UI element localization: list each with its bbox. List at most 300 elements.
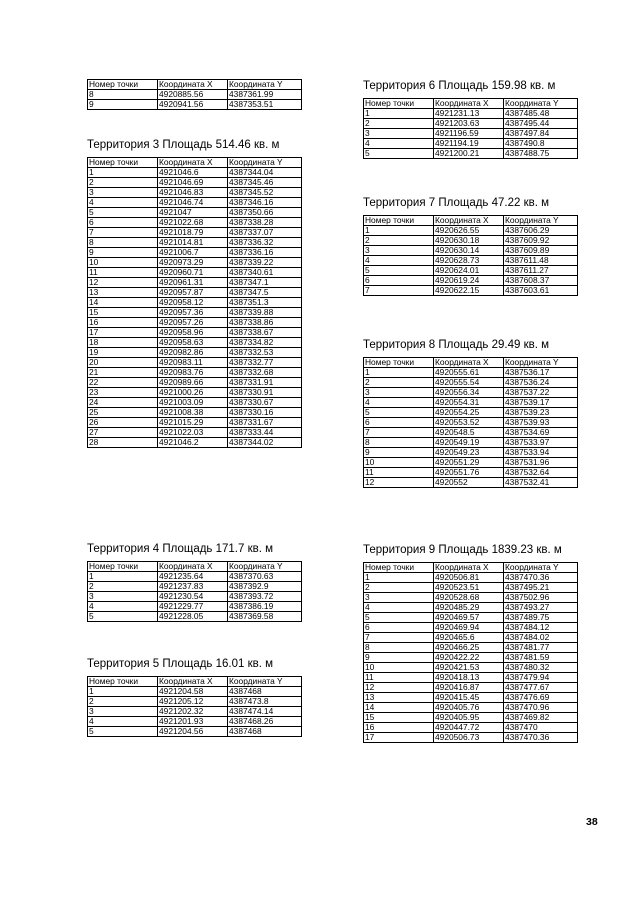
cell-point-number: 21 <box>88 368 158 378</box>
table-row <box>88 228 302 238</box>
cell-coordinate-y: 4387533.94 <box>504 448 578 458</box>
cell-point-number: 6 <box>88 218 158 228</box>
table-row <box>364 438 578 448</box>
cell-point-number: 17 <box>364 733 434 743</box>
cell-point-number: 11 <box>364 673 434 683</box>
cell-point-number: 2 <box>88 582 158 592</box>
cell-point-number: 25 <box>88 408 158 418</box>
cell-coordinate-x: 4921015.29 <box>158 418 228 428</box>
cell-coordinate-x: 4921200.21 <box>434 149 504 159</box>
cell-coordinate-y: 4387470.36 <box>504 573 578 583</box>
table-header-row <box>364 563 578 573</box>
cell-coordinate-y: 4387532.64 <box>504 468 578 478</box>
cell-coordinate-x: 4920983.76 <box>158 368 228 378</box>
cell-coordinate-y: 4387485.48 <box>504 109 578 119</box>
cell-coordinate-y: 4387539.17 <box>504 398 578 408</box>
table-row <box>88 318 302 328</box>
table-row <box>364 713 578 723</box>
cell-coordinate-y: 4387347.1 <box>228 278 302 288</box>
cell-coordinate-x: 4921229.77 <box>158 602 228 612</box>
cell-point-number: 2 <box>364 119 434 129</box>
cell-coordinate-y: 4387477.67 <box>504 683 578 693</box>
header-point-number: Номер точки <box>364 99 434 109</box>
cell-coordinate-x: 4920626.55 <box>434 226 504 236</box>
table-row <box>88 717 302 727</box>
table-row <box>88 248 302 258</box>
table-row <box>364 683 578 693</box>
table-row <box>364 109 578 119</box>
cell-point-number: 3 <box>364 246 434 256</box>
table-row <box>364 246 578 256</box>
cell-point-number: 3 <box>364 129 434 139</box>
cell-point-number: 6 <box>364 623 434 633</box>
cell-point-number: 14 <box>364 703 434 713</box>
cell-point-number: 13 <box>364 693 434 703</box>
table-row <box>88 378 302 388</box>
cell-point-number: 4 <box>88 602 158 612</box>
table-row <box>364 368 578 378</box>
cell-coordinate-x: 4920528.68 <box>434 593 504 603</box>
cell-coordinate-x: 4921006.7 <box>158 248 228 258</box>
cell-coordinate-y: 4387481.77 <box>504 643 578 653</box>
cell-point-number: 8 <box>364 438 434 448</box>
cell-point-number: 9 <box>364 653 434 663</box>
cell-point-number: 18 <box>88 338 158 348</box>
cell-coordinate-y: 4387537.22 <box>504 388 578 398</box>
header-point-number: Номер точки <box>88 158 158 168</box>
table-row <box>88 100 302 110</box>
cell-point-number: 10 <box>88 258 158 268</box>
cell-coordinate-x: 4920506.81 <box>434 573 504 583</box>
cell-point-number: 2 <box>364 378 434 388</box>
cell-point-number: 5 <box>88 612 158 622</box>
table-row <box>88 707 302 717</box>
cell-point-number: 2 <box>88 178 158 188</box>
cell-coordinate-y: 4387489.75 <box>504 613 578 623</box>
cell-coordinate-x: 4920549.23 <box>434 448 504 458</box>
cell-point-number: 4 <box>88 198 158 208</box>
header-point-number: Номер точки <box>88 562 158 572</box>
territory-heading: Территория 6 Площадь 159.98 кв. м <box>363 80 556 92</box>
table-row <box>364 733 578 743</box>
coordinates-table <box>87 561 302 622</box>
cell-coordinate-y: 4387345.46 <box>228 178 302 188</box>
coordinates-table <box>363 215 578 296</box>
cell-point-number: 22 <box>88 378 158 388</box>
table-row <box>364 256 578 266</box>
table-row <box>88 358 302 368</box>
cell-coordinate-y: 4387611.27 <box>504 266 578 276</box>
continued-table-block <box>87 79 302 110</box>
cell-coordinate-y: 4387480.32 <box>504 663 578 673</box>
table-row <box>88 238 302 248</box>
cell-coordinate-y: 4387361.99 <box>228 90 302 100</box>
cell-coordinate-y: 4387476.69 <box>504 693 578 703</box>
cell-coordinate-x: 4920416.87 <box>434 683 504 693</box>
cell-coordinate-x: 4920989.66 <box>158 378 228 388</box>
cell-coordinate-x: 4920957.36 <box>158 308 228 318</box>
header-coordinate-y: Координата Y <box>228 80 302 90</box>
table-row <box>88 368 302 378</box>
cell-coordinate-x: 4920552 <box>434 478 504 488</box>
table-row <box>364 593 578 603</box>
cell-coordinate-x: 4920466.25 <box>434 643 504 653</box>
cell-coordinate-x: 4920469.57 <box>434 613 504 623</box>
cell-coordinate-x: 4920469.94 <box>434 623 504 633</box>
cell-point-number: 5 <box>88 208 158 218</box>
cell-coordinate-y: 4387531.96 <box>504 458 578 468</box>
table-row <box>88 328 302 338</box>
cell-point-number: 1 <box>88 572 158 582</box>
cell-coordinate-x: 4921202.32 <box>158 707 228 717</box>
cell-coordinate-y: 4387393.72 <box>228 592 302 602</box>
table-row <box>364 448 578 458</box>
cell-coordinate-y: 4387332.77 <box>228 358 302 368</box>
cell-coordinate-y: 4387539.93 <box>504 418 578 428</box>
cell-coordinate-x: 4920555.61 <box>434 368 504 378</box>
territory-heading: Территория 5 Площадь 16.01 кв. м <box>87 658 274 670</box>
table-row <box>88 612 302 622</box>
cell-coordinate-x: 4921201.93 <box>158 717 228 727</box>
cell-coordinate-y: 4387481.59 <box>504 653 578 663</box>
cell-point-number: 4 <box>364 603 434 613</box>
cell-point-number: 19 <box>88 348 158 358</box>
cell-point-number: 11 <box>364 468 434 478</box>
cell-point-number: 5 <box>364 266 434 276</box>
header-coordinate-x: Координата X <box>434 563 504 573</box>
cell-point-number: 26 <box>88 418 158 428</box>
cell-coordinate-x: 4921003.09 <box>158 398 228 408</box>
table-row <box>364 388 578 398</box>
cell-point-number: 3 <box>88 707 158 717</box>
cell-coordinate-x: 4920941.56 <box>158 100 228 110</box>
cell-coordinate-x: 4920506.73 <box>434 733 504 743</box>
cell-coordinate-y: 4387344.02 <box>228 438 302 448</box>
cell-coordinate-y: 4387533.97 <box>504 438 578 448</box>
cell-coordinate-x: 4921000.26 <box>158 388 228 398</box>
cell-coordinate-y: 4387468.26 <box>228 717 302 727</box>
cell-coordinate-x: 4920405.95 <box>434 713 504 723</box>
header-coordinate-y: Координата Y <box>504 563 578 573</box>
cell-point-number: 8 <box>88 90 158 100</box>
cell-coordinate-x: 4920958.63 <box>158 338 228 348</box>
cell-coordinate-x: 4921022.68 <box>158 218 228 228</box>
header-point-number: Номер точки <box>88 80 158 90</box>
cell-coordinate-y: 4387334.82 <box>228 338 302 348</box>
cell-coordinate-x: 4921230.54 <box>158 592 228 602</box>
cell-coordinate-y: 4387468 <box>228 727 302 737</box>
table-row <box>88 582 302 592</box>
table-row <box>88 258 302 268</box>
table-row <box>364 408 578 418</box>
cell-coordinate-x: 4921194.19 <box>434 139 504 149</box>
cell-coordinate-y: 4387332.53 <box>228 348 302 358</box>
cell-coordinate-x: 4920523.51 <box>434 583 504 593</box>
cell-coordinate-x: 4920885.56 <box>158 90 228 100</box>
header-coordinate-y: Координата Y <box>504 216 578 226</box>
cell-point-number: 12 <box>364 478 434 488</box>
table-row <box>88 208 302 218</box>
cell-point-number: 5 <box>364 408 434 418</box>
cell-point-number: 2 <box>88 697 158 707</box>
cell-coordinate-y: 4387495.21 <box>504 583 578 593</box>
header-coordinate-x: Координата X <box>434 99 504 109</box>
cell-point-number: 17 <box>88 328 158 338</box>
header-coordinate-x: Координата X <box>158 80 228 90</box>
cell-point-number: 9 <box>88 100 158 110</box>
table-row <box>88 727 302 737</box>
cell-coordinate-x: 4920619.24 <box>434 276 504 286</box>
territory-4-block <box>87 542 302 622</box>
cell-coordinate-x: 4920973.29 <box>158 258 228 268</box>
cell-coordinate-y: 4387338.28 <box>228 218 302 228</box>
cell-point-number: 5 <box>88 727 158 737</box>
cell-point-number: 15 <box>364 713 434 723</box>
cell-coordinate-x: 4921047 <box>158 208 228 218</box>
cell-coordinate-y: 4387340.61 <box>228 268 302 278</box>
cell-coordinate-y: 4387336.32 <box>228 238 302 248</box>
cell-coordinate-y: 4387330.67 <box>228 398 302 408</box>
table-row <box>364 236 578 246</box>
cell-coordinate-y: 4387337.07 <box>228 228 302 238</box>
cell-point-number: 12 <box>88 278 158 288</box>
cell-point-number: 5 <box>364 613 434 623</box>
cell-coordinate-y: 4387370.63 <box>228 572 302 582</box>
cell-coordinate-y: 4387536.24 <box>504 378 578 388</box>
cell-coordinate-y: 4387346.16 <box>228 198 302 208</box>
table-row <box>88 388 302 398</box>
cell-point-number: 1 <box>364 226 434 236</box>
cell-coordinate-y: 4387603.61 <box>504 286 578 296</box>
cell-point-number: 1 <box>364 573 434 583</box>
cell-coordinate-y: 4387469.82 <box>504 713 578 723</box>
table-row <box>88 428 302 438</box>
cell-coordinate-y: 4387344.04 <box>228 168 302 178</box>
table-row <box>364 613 578 623</box>
table-row <box>88 438 302 448</box>
table-row <box>364 139 578 149</box>
cell-point-number: 9 <box>364 448 434 458</box>
cell-coordinate-y: 4387495.44 <box>504 119 578 129</box>
table-row <box>88 687 302 697</box>
cell-coordinate-x: 4921228.05 <box>158 612 228 622</box>
cell-point-number: 9 <box>88 248 158 258</box>
header-coordinate-x: Координата X <box>158 158 228 168</box>
cell-coordinate-x: 4921203.63 <box>434 119 504 129</box>
cell-coordinate-y: 4387539.23 <box>504 408 578 418</box>
cell-coordinate-x: 4920551.29 <box>434 458 504 468</box>
cell-coordinate-y: 4387611.48 <box>504 256 578 266</box>
cell-coordinate-x: 4921231.13 <box>434 109 504 119</box>
coordinates-table <box>363 562 578 743</box>
table-row <box>88 602 302 612</box>
territory-heading: Территория 9 Площадь 1839.23 кв. м <box>363 544 562 556</box>
cell-coordinate-x: 4921204.58 <box>158 687 228 697</box>
cell-coordinate-x: 4920549.19 <box>434 438 504 448</box>
cell-coordinate-x: 4920960.71 <box>158 268 228 278</box>
table-row <box>88 348 302 358</box>
table-row <box>88 218 302 228</box>
table-row <box>364 428 578 438</box>
cell-coordinate-y: 4387351.3 <box>228 298 302 308</box>
cell-coordinate-x: 4920628.73 <box>434 256 504 266</box>
table-row <box>88 278 302 288</box>
table-row <box>88 338 302 348</box>
cell-coordinate-x: 4920958.96 <box>158 328 228 338</box>
cell-point-number: 4 <box>88 717 158 727</box>
cell-point-number: 14 <box>88 298 158 308</box>
table-row <box>364 226 578 236</box>
table-row <box>88 90 302 100</box>
cell-coordinate-y: 4387336.16 <box>228 248 302 258</box>
table-header-row <box>88 562 302 572</box>
table-row <box>364 583 578 593</box>
cell-point-number: 3 <box>364 593 434 603</box>
cell-coordinate-y: 4387331.67 <box>228 418 302 428</box>
cell-coordinate-x: 4921018.79 <box>158 228 228 238</box>
cell-coordinate-x: 4920548.5 <box>434 428 504 438</box>
cell-point-number: 7 <box>88 228 158 238</box>
cell-point-number: 28 <box>88 438 158 448</box>
cell-point-number: 7 <box>364 286 434 296</box>
cell-coordinate-y: 4387468 <box>228 687 302 697</box>
cell-point-number: 7 <box>364 633 434 643</box>
table-row <box>364 398 578 408</box>
cell-coordinate-y: 4387347.5 <box>228 288 302 298</box>
table-row <box>88 398 302 408</box>
territory-heading: Территория 4 Площадь 171.7 кв. м <box>87 543 274 555</box>
cell-coordinate-x: 4920957.87 <box>158 288 228 298</box>
cell-coordinate-x: 4920957.26 <box>158 318 228 328</box>
table-row <box>88 198 302 208</box>
cell-coordinate-y: 4387493.27 <box>504 603 578 613</box>
cell-coordinate-x: 4921235.64 <box>158 572 228 582</box>
table-header-row <box>364 358 578 368</box>
table-row <box>364 633 578 643</box>
cell-point-number: 4 <box>364 256 434 266</box>
territory-heading: Территория 8 Площадь 29.49 кв. м <box>363 339 550 351</box>
cell-point-number: 16 <box>364 723 434 733</box>
table-row <box>88 697 302 707</box>
cell-coordinate-x: 4920553.52 <box>434 418 504 428</box>
cell-coordinate-y: 4387488.75 <box>504 149 578 159</box>
cell-coordinate-y: 4387330.16 <box>228 408 302 418</box>
table-row <box>88 418 302 428</box>
table-row <box>364 603 578 613</box>
table-header-row <box>88 677 302 687</box>
table-row <box>364 129 578 139</box>
cell-point-number: 24 <box>88 398 158 408</box>
table-row <box>88 188 302 198</box>
table-row <box>364 378 578 388</box>
cell-coordinate-y: 4387484.12 <box>504 623 578 633</box>
coordinates-table <box>363 357 578 488</box>
territory-heading: Территория 3 Площадь 514.46 кв. м <box>87 139 280 151</box>
cell-coordinate-x: 4920422.22 <box>434 653 504 663</box>
table-row <box>88 592 302 602</box>
cell-coordinate-y: 4387338.67 <box>228 328 302 338</box>
cell-point-number: 1 <box>88 168 158 178</box>
cell-point-number: 8 <box>88 238 158 248</box>
cell-coordinate-x: 4920983.11 <box>158 358 228 368</box>
territory-3-block <box>87 138 302 448</box>
cell-point-number: 6 <box>364 276 434 286</box>
cell-coordinate-y: 4387474.14 <box>228 707 302 717</box>
table-row <box>364 286 578 296</box>
table-row <box>88 572 302 582</box>
cell-coordinate-x: 4921022.03 <box>158 428 228 438</box>
cell-coordinate-x: 4921205.12 <box>158 697 228 707</box>
cell-point-number: 7 <box>364 428 434 438</box>
cell-point-number: 3 <box>364 388 434 398</box>
cell-point-number: 5 <box>364 149 434 159</box>
territory-7-block <box>363 196 578 296</box>
table-row <box>364 693 578 703</box>
cell-point-number: 4 <box>364 398 434 408</box>
table-row <box>88 308 302 318</box>
cell-coordinate-y: 4387609.92 <box>504 236 578 246</box>
cell-coordinate-y: 4387470.96 <box>504 703 578 713</box>
header-point-number: Номер точки <box>364 563 434 573</box>
cell-point-number: 11 <box>88 268 158 278</box>
table-row <box>364 266 578 276</box>
cell-coordinate-x: 4920556.34 <box>434 388 504 398</box>
cell-coordinate-y: 4387332.68 <box>228 368 302 378</box>
cell-coordinate-y: 4387473.8 <box>228 697 302 707</box>
cell-coordinate-x: 4921046.74 <box>158 198 228 208</box>
cell-coordinate-x: 4920982.86 <box>158 348 228 358</box>
cell-point-number: 13 <box>88 288 158 298</box>
table-row <box>88 268 302 278</box>
cell-coordinate-y: 4387353.51 <box>228 100 302 110</box>
cell-coordinate-x: 4920418.13 <box>434 673 504 683</box>
cell-point-number: 3 <box>88 188 158 198</box>
cell-coordinate-y: 4387470.36 <box>504 733 578 743</box>
table-row <box>364 653 578 663</box>
cell-coordinate-y: 4387490.8 <box>504 139 578 149</box>
coordinates-table-continued <box>87 79 302 110</box>
table-header-row <box>88 80 302 90</box>
cell-coordinate-y: 4387339.22 <box>228 258 302 268</box>
table-row <box>364 458 578 468</box>
cell-coordinate-y: 4387609.89 <box>504 246 578 256</box>
cell-coordinate-x: 4920405.76 <box>434 703 504 713</box>
table-row <box>364 673 578 683</box>
cell-coordinate-x: 4920421.53 <box>434 663 504 673</box>
cell-coordinate-x: 4920415.45 <box>434 693 504 703</box>
cell-coordinate-x: 4920554.31 <box>434 398 504 408</box>
table-row <box>364 643 578 653</box>
cell-coordinate-y: 4387392.9 <box>228 582 302 592</box>
cell-point-number: 23 <box>88 388 158 398</box>
table-row <box>364 119 578 129</box>
table-row <box>364 468 578 478</box>
cell-coordinate-y: 4387331.91 <box>228 378 302 388</box>
territory-8-block <box>363 338 578 488</box>
cell-coordinate-x: 4920961.31 <box>158 278 228 288</box>
table-row <box>364 723 578 733</box>
territory-5-block <box>87 657 302 737</box>
table-row <box>364 623 578 633</box>
cell-coordinate-x: 4920630.14 <box>434 246 504 256</box>
cell-point-number: 20 <box>88 358 158 368</box>
cell-coordinate-x: 4920555.54 <box>434 378 504 388</box>
header-coordinate-x: Координата X <box>434 358 504 368</box>
page-number: 38 <box>586 816 598 828</box>
header-coordinate-y: Координата Y <box>504 99 578 109</box>
table-row <box>364 573 578 583</box>
coordinates-table <box>87 157 302 448</box>
